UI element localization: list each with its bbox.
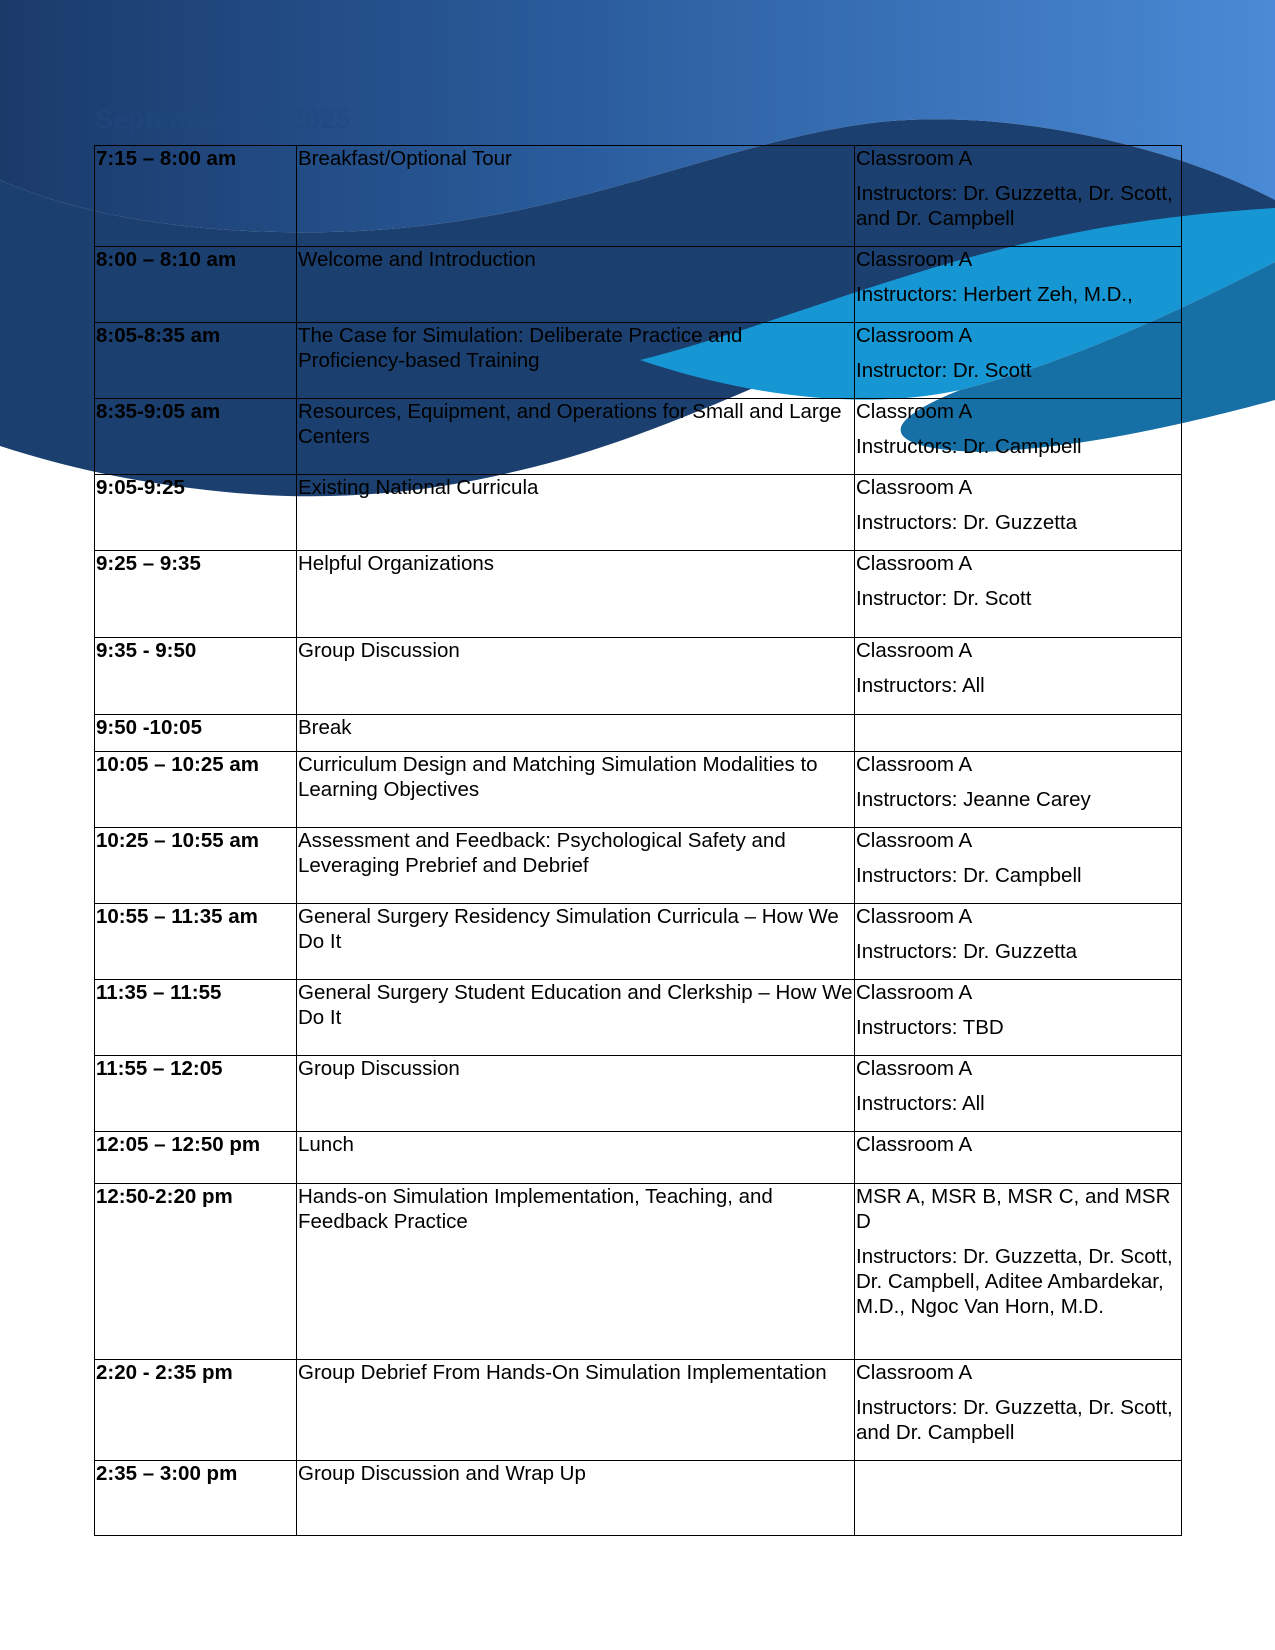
session-title: Resources, Equipment, and Operations for Small and Large Centers <box>297 399 855 475</box>
table-row <box>95 475 1182 551</box>
room-label: Classroom A <box>856 829 973 852</box>
room-label: Classroom A <box>856 753 973 776</box>
time-cell: 2:20 - 2:35 pm <box>95 1360 297 1461</box>
table-row <box>95 752 1182 828</box>
date-heading: September 19, 2025 <box>95 104 351 134</box>
session-title: General Surgery Student Education and Clerkship – How We Do It <box>297 980 855 1056</box>
time-cell: 11:35 – 11:55 <box>95 980 297 1056</box>
time-cell: 10:05 – 10:25 am <box>95 752 297 828</box>
instructors-label: Instructors: Dr. Campbell <box>856 864 1082 887</box>
location-cell <box>855 247 1182 323</box>
time-cell: 10:25 – 10:55 am <box>95 828 297 904</box>
table-row <box>95 323 1182 399</box>
location-cell <box>855 904 1182 980</box>
session-title: Welcome and Introduction <box>297 247 855 323</box>
session-title: Break <box>297 715 855 752</box>
time-cell: 9:35 - 9:50 <box>95 638 297 715</box>
time-cell: 10:55 – 11:35 am <box>95 904 297 980</box>
location-cell <box>855 980 1182 1056</box>
table-row <box>95 1360 1182 1461</box>
session-title: Hands-on Simulation Implementation, Teaching, and Feedback Practice <box>297 1184 855 1360</box>
table-row <box>95 1184 1182 1360</box>
location-cell <box>855 475 1182 551</box>
location-cell <box>855 1360 1182 1461</box>
table-row <box>95 247 1182 323</box>
instructors-label: Instructors: All <box>856 674 985 697</box>
time-cell: 9:05-9:25 <box>95 475 297 551</box>
room-label: Classroom A <box>856 248 973 271</box>
session-title: Helpful Organizations <box>297 551 855 638</box>
location-cell <box>855 828 1182 904</box>
session-title: Lunch <box>297 1132 855 1184</box>
table-row <box>95 1461 1182 1536</box>
table-row <box>95 551 1182 638</box>
session-title: Existing National Curricula <box>297 475 855 551</box>
instructors-label: Instructors: Dr. Guzzetta <box>856 940 1078 963</box>
instructors-label: Instructors: Herbert Zeh, M.D., <box>856 283 1133 306</box>
location-cell <box>855 1056 1182 1132</box>
location-cell <box>855 1184 1182 1360</box>
time-cell: 2:35 – 3:00 pm <box>95 1461 297 1536</box>
location-cell <box>855 1132 1182 1184</box>
location-cell <box>855 752 1182 828</box>
time-cell: 9:25 – 9:35 <box>95 551 297 638</box>
instructors-label: Instructors: Dr. Guzzetta, Dr. Scott, Dr. Campbell, Aditee Ambardekar, M.D., Ngoc Van Horn, M.D. <box>856 1245 1173 1318</box>
table-row <box>95 638 1182 715</box>
table-row <box>95 146 1182 247</box>
instructors-label: Instructors: Jeanne Carey <box>856 788 1091 811</box>
room-label: Classroom A <box>856 905 973 928</box>
location-cell <box>855 638 1182 715</box>
room-label: Classroom A <box>856 324 973 347</box>
location-cell <box>855 551 1182 638</box>
instructors-label: Instructors: All <box>856 1092 985 1115</box>
time-cell: 9:50 -10:05 <box>95 715 297 752</box>
room-label: Classroom A <box>856 400 973 423</box>
session-title: Group Discussion and Wrap Up <box>297 1461 855 1536</box>
instructors-label: Instructors: Dr. Guzzetta, Dr. Scott, and Dr. Campbell <box>856 1396 1173 1444</box>
instructors-label: Instructor: Dr. Scott <box>856 587 1032 610</box>
table-row <box>95 399 1182 475</box>
session-title: The Case for Simulation: Deliberate Practice and Proficiency-based Training <box>297 323 855 399</box>
location-cell <box>855 146 1182 247</box>
time-cell: 11:55 – 12:05 <box>95 1056 297 1132</box>
time-cell: 7:15 – 8:00 am <box>95 146 297 247</box>
location-cell <box>855 715 1182 752</box>
session-title: Group Discussion <box>297 1056 855 1132</box>
instructors-label: Instructor: Dr. Scott <box>856 359 1032 382</box>
table-row <box>95 904 1182 980</box>
instructors-label: Instructors: TBD <box>856 1016 1004 1039</box>
instructors-label: Instructors: Dr. Campbell <box>856 435 1082 458</box>
session-title: Group Debrief From Hands-On Simulation Implementation <box>297 1360 855 1461</box>
time-cell: 8:35-9:05 am <box>95 399 297 475</box>
session-title: Assessment and Feedback: Psychological Safety and Leveraging Prebrief and Debrief <box>297 828 855 904</box>
room-label: Classroom A <box>856 639 973 662</box>
time-cell: 8:00 – 8:10 am <box>95 247 297 323</box>
session-title: General Surgery Residency Simulation Curricula – How We Do It <box>297 904 855 980</box>
schedule-table <box>94 145 1182 1536</box>
table-row <box>95 1132 1182 1184</box>
table-row <box>95 715 1182 752</box>
table-row <box>95 980 1182 1056</box>
location-cell <box>855 1461 1182 1536</box>
table-row <box>95 1056 1182 1132</box>
session-title: Group Discussion <box>297 638 855 715</box>
session-title: Breakfast/Optional Tour <box>297 146 855 247</box>
room-label: Classroom A <box>856 1133 973 1156</box>
room-label: Classroom A <box>856 1361 973 1384</box>
room-label: MSR A, MSR B, MSR C, and MSR D <box>856 1185 1171 1233</box>
room-label: Classroom A <box>856 552 973 575</box>
room-label: Classroom A <box>856 1057 973 1080</box>
session-title: Curriculum Design and Matching Simulation Modalities to Learning Objectives <box>297 752 855 828</box>
table-row <box>95 828 1182 904</box>
room-label: Classroom A <box>856 476 973 499</box>
location-cell <box>855 323 1182 399</box>
time-cell: 8:05-8:35 am <box>95 323 297 399</box>
instructors-label: Instructors: Dr. Guzzetta, Dr. Scott, and Dr. Campbell <box>856 182 1173 230</box>
time-cell: 12:05 – 12:50 pm <box>95 1132 297 1184</box>
location-cell <box>855 399 1182 475</box>
instructors-label: Instructors: Dr. Guzzetta <box>856 511 1078 534</box>
time-cell: 12:50-2:20 pm <box>95 1184 297 1360</box>
room-label: Classroom A <box>856 981 973 1004</box>
schedule-body <box>95 146 1182 1536</box>
room-label: Classroom A <box>856 147 973 170</box>
